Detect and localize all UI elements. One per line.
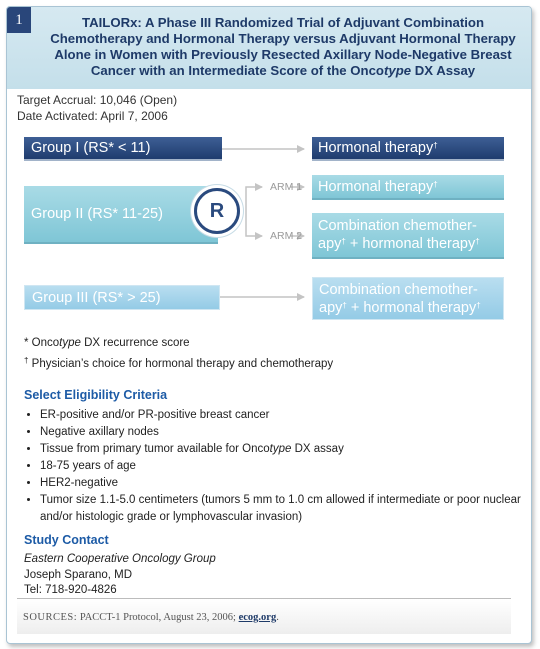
group2-bar: Group II (RS* 11-25) xyxy=(24,186,218,244)
sources-footer: SOURCES: PACCT-1 Protocol, August 23, 2006; ecog.org. xyxy=(17,598,511,634)
list-item: • 18-75 years of age xyxy=(40,458,530,475)
arm1-therapy-bar: Hormonal therapy † xyxy=(312,175,504,200)
sources-label: SOURCES: xyxy=(23,612,78,623)
randomize-circle: R xyxy=(194,188,240,234)
ecog-link[interactable]: ecog.org xyxy=(238,612,277,623)
arm1-label: ARM 1 xyxy=(270,181,303,193)
contact-heading: Study Contact xyxy=(24,533,109,547)
target-accrual: Target Accrual: 10,046 (Open) xyxy=(17,93,178,107)
arm2-therapy-bar: Combination chemother- apy† + hormonal therapy† xyxy=(312,213,504,259)
group3-therapy-bar: Combination chemother- apy† + hormonal therapy† xyxy=(312,277,504,320)
group1-bar: Group I (RS* < 11) xyxy=(24,137,222,161)
list-item: • Tissue from primary tumor available for Oncotype DX assay xyxy=(40,441,530,458)
list-item: • Negative axillary nodes xyxy=(40,424,530,441)
date-activated: Date Activated: April 7, 2006 xyxy=(17,109,168,123)
rs-footnote: * Oncotype DX recurrence score xyxy=(24,337,190,349)
arrow-arm1 xyxy=(246,187,262,211)
contact-name: Joseph Sparano, MD xyxy=(24,569,133,581)
eligibility-heading: Select Eligibility Criteria xyxy=(24,388,168,402)
group3-bar: Group III (RS* > 25) xyxy=(24,285,220,310)
eligibility-list xyxy=(22,407,530,526)
group1-therapy-bar: Hormonal therapy † xyxy=(312,137,504,161)
physician-footnote: † Physician’s choice for hormonal therapy and chemotherapy xyxy=(24,356,334,370)
arrow-arm2 xyxy=(246,211,262,236)
contact-tel: Tel: 718-920-4826 xyxy=(24,584,117,596)
list-item: • HER2-negative xyxy=(40,475,530,492)
figure-title: TAILORx: A Phase III Randomized Trial of Adjuvant Combination Chemotherapy and Hormonal Therapy versus Adjuvant Hormonal Therapy Alone in Women with Previously Resected Axillary Node-Negative Breast Cancer with an Intermediate Score of the Oncotype DX Assay xyxy=(50,15,516,78)
figure-number: 1 xyxy=(7,7,31,33)
list-item: • ER-positive and/or PR-positive breast cancer xyxy=(40,407,530,424)
list-item: • Tumor size 1.1-5.0 centimeters (tumors 5 mm to 1.0 cm allowed if intermediate or poor nuclear and/or histologic grade or lymphovascular invasion) xyxy=(40,492,530,526)
contact-org: Eastern Cooperative Oncology Group xyxy=(24,553,216,565)
arm2-label: ARM 2 xyxy=(270,230,303,242)
